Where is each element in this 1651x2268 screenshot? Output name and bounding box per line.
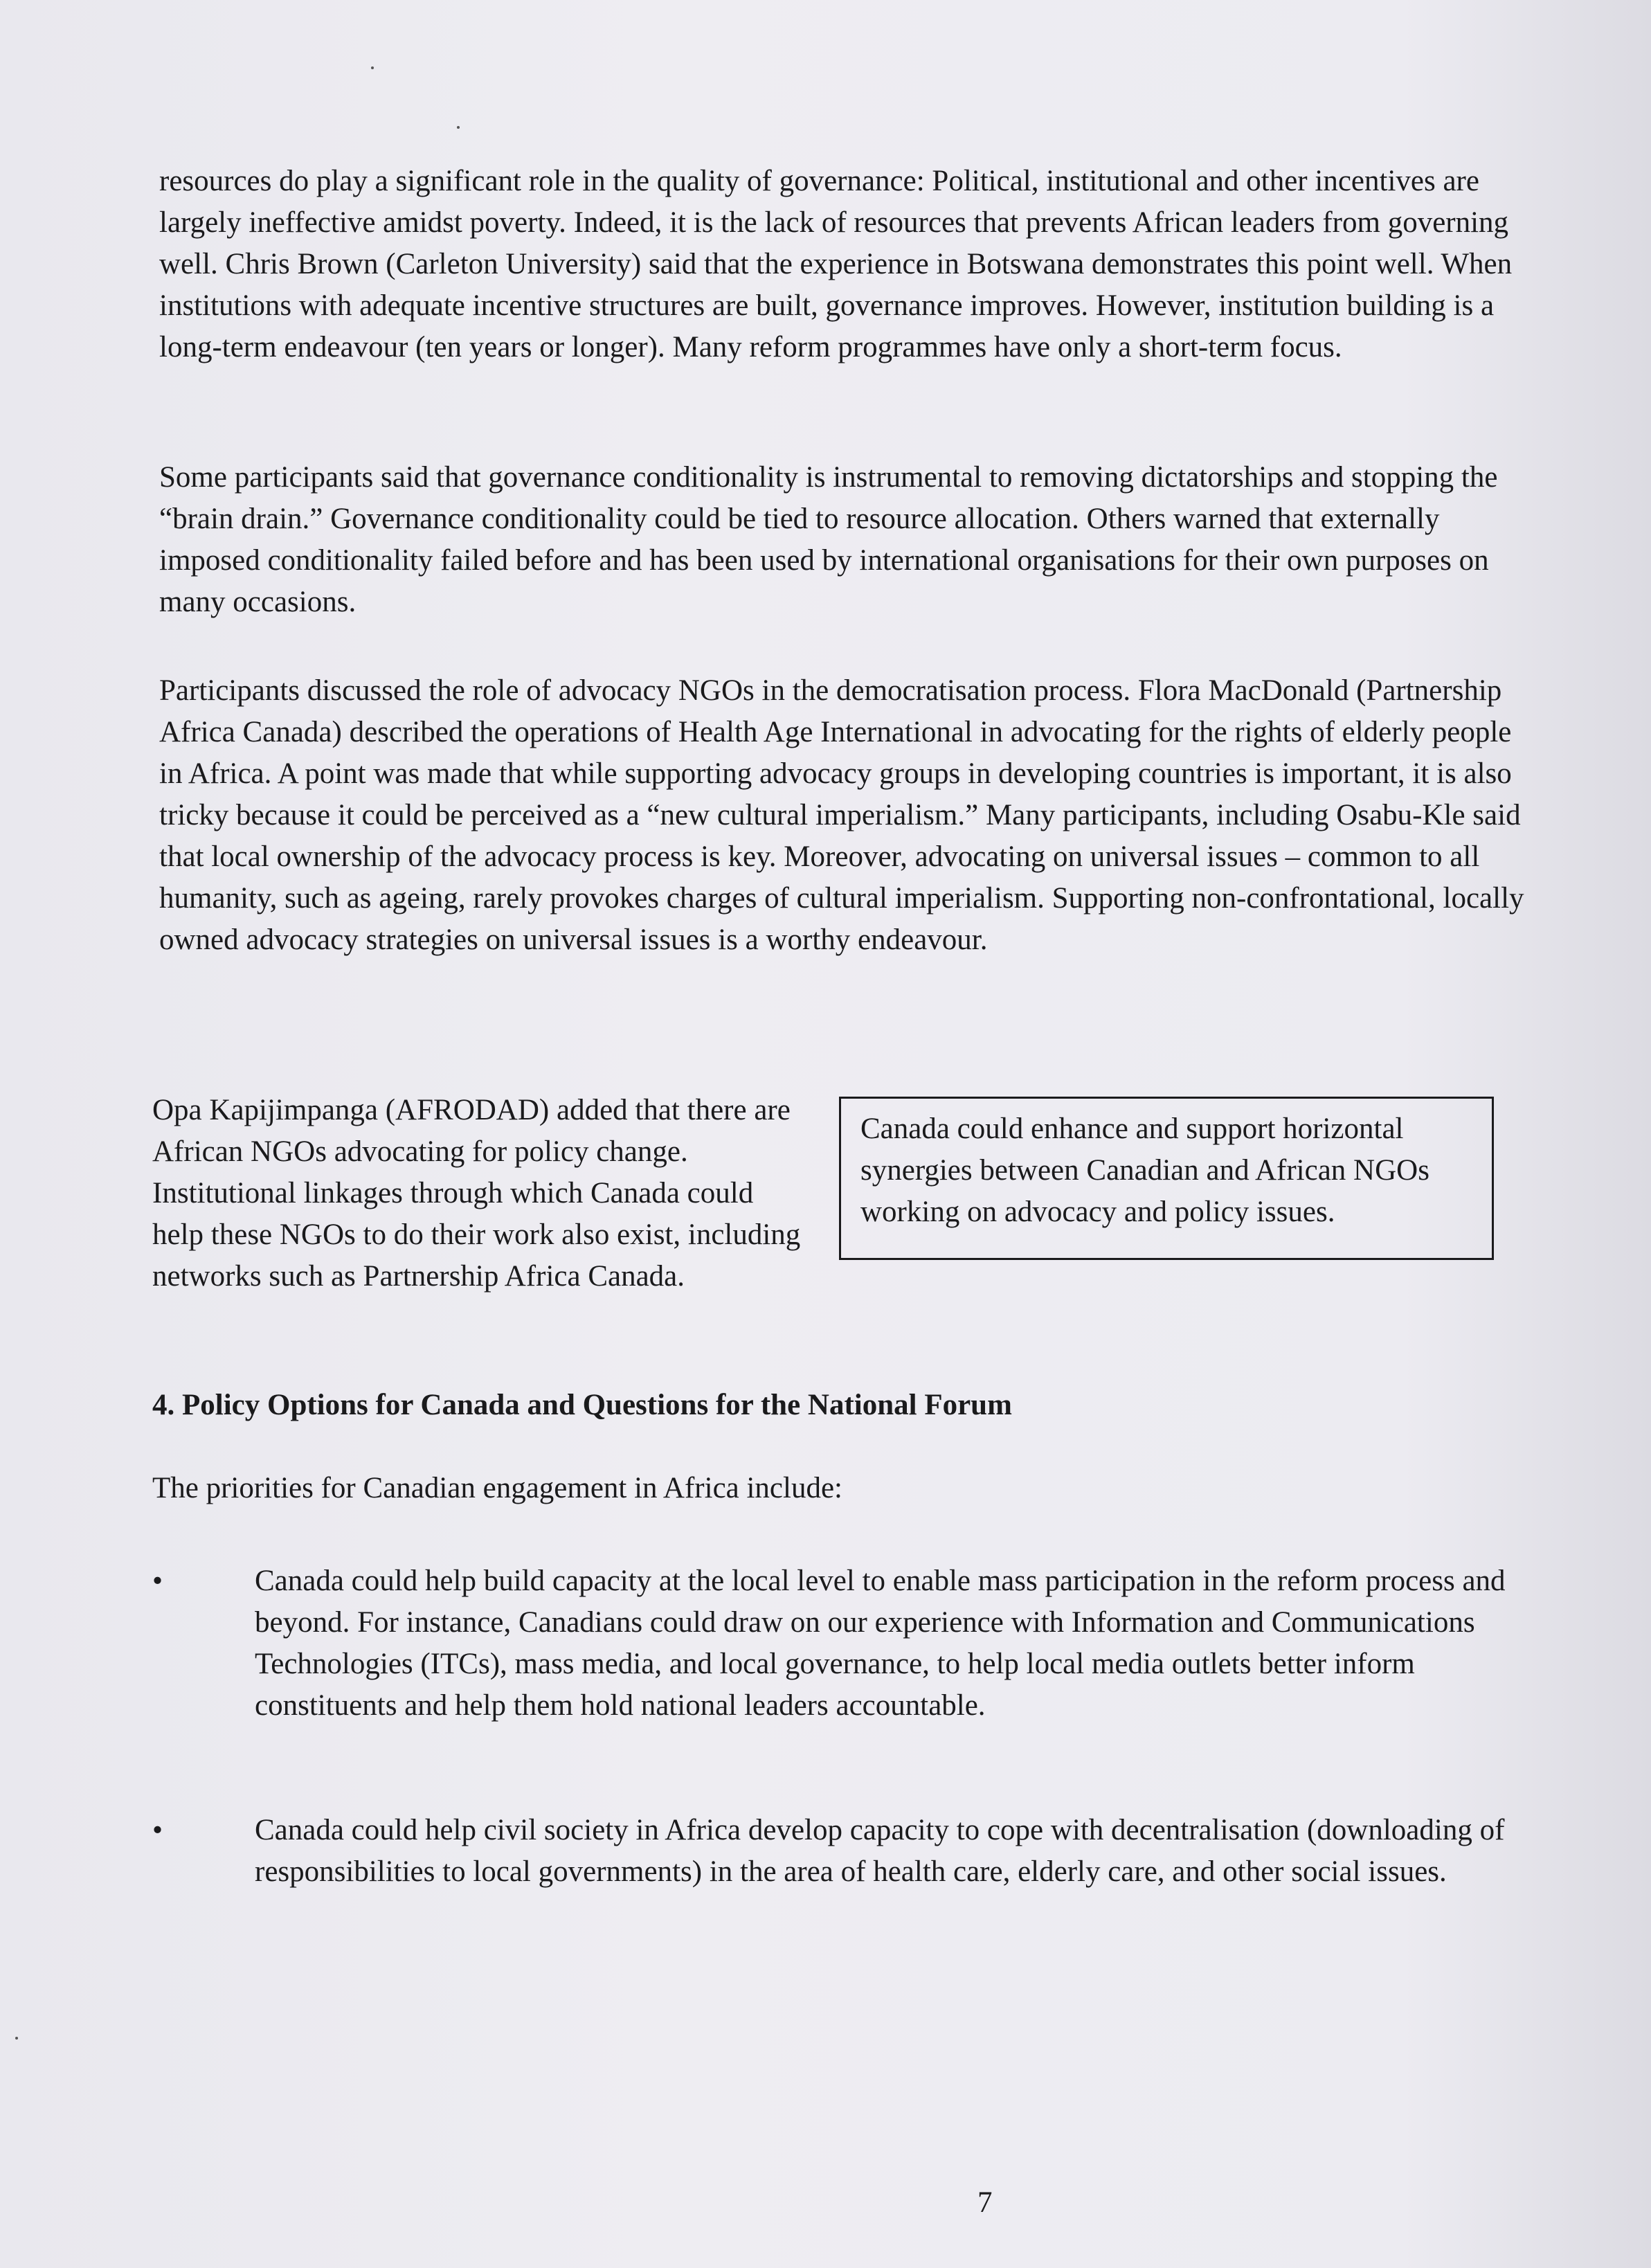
paragraph-advocacy-ngos: Participants discussed the role of advocacy NGOs in the democratisation process. Flora MacDonald (Partnership Africa Canada) described the operations of Health Age International in advocating for the rights of elderly people in Africa. A point was made that while supporting advocacy groups in developing countries is important, it is also tricky because it could be perceived as a “new cultural imperialism.” Many participants, including Osabu-Kle said that local ownership of the advocacy process is key. Moreover, advocating on universal issues – common to all humanity, such as ageing, rarely provokes charges of cultural imperialism. Supporting non-confrontational, locally owned advocacy strategies on universal issues is a worthy endeavour. bbox=[159, 674, 1524, 956]
paragraph-governance-conditionality: Some participants said that governance conditionality is instrumental to removing dictatorships and stopping the “brain drain.” Governance conditionality could be tied to resource allocation. Others warned that externally imposed conditionality failed before and has been used by international organisations for their own purposes on many occasions. bbox=[159, 461, 1498, 618]
section-heading: 4. Policy Options for Canada and Questions for the National Forum bbox=[152, 1389, 1012, 1421]
scan-speck bbox=[371, 66, 374, 69]
bullet-icon: • bbox=[152, 1814, 163, 1846]
bullet-icon: • bbox=[152, 1565, 163, 1597]
paragraph-afrodad: Opa Kapijimpanga (AFRODAD) added that there are African NGOs advocating for policy change. Institutional linkages through which Canada could help these NGOs to do their work also exist, including networks such as Partnership Africa Canada. bbox=[152, 1094, 801, 1293]
paragraph-resources-governance: resources do play a significant role in the quality of governance: Political, institutional and other incentives are largely ineffective amidst poverty. Indeed, it is the lack of resources that prevents African leaders from governing well. Chris Brown (Carleton University) said that the experience in Botswana demonstrates this point well. When institutions with adequate incentive structures are built, governance improves. However, institution building is a long-term endeavour (ten years or longer). Many reform programmes have only a short-term focus. bbox=[159, 165, 1513, 363]
callout-text: Canada could enhance and support horizontal synergies between Canadian and African NGOs working on advocacy and policy issues. bbox=[860, 1113, 1429, 1228]
callout-box bbox=[839, 1097, 1494, 1260]
bullet-text: Canada could help civil society in Africa develop capacity to cope with decentralisation (downloading of responsibilities to local governments) in the area of health care, elderly care, and other social issues. bbox=[255, 1814, 1505, 1888]
scan-speck bbox=[457, 126, 460, 129]
list-item bbox=[152, 1560, 1526, 1727]
priorities-intro: The priorities for Canadian engagement in Africa include: bbox=[152, 1472, 842, 1504]
list-item bbox=[152, 1810, 1526, 1893]
bullet-text: Canada could help build capacity at the local level to enable mass participation in the reform process and beyond. For instance, Canadians could draw on our experience with Information and Communications Technologies (ITCs), mass media, and local governance, to help local media outlets better inform constituents and help them hold national leaders accountable. bbox=[255, 1565, 1506, 1722]
scan-speck bbox=[15, 2037, 18, 2040]
page-number: 7 bbox=[977, 2186, 993, 2219]
